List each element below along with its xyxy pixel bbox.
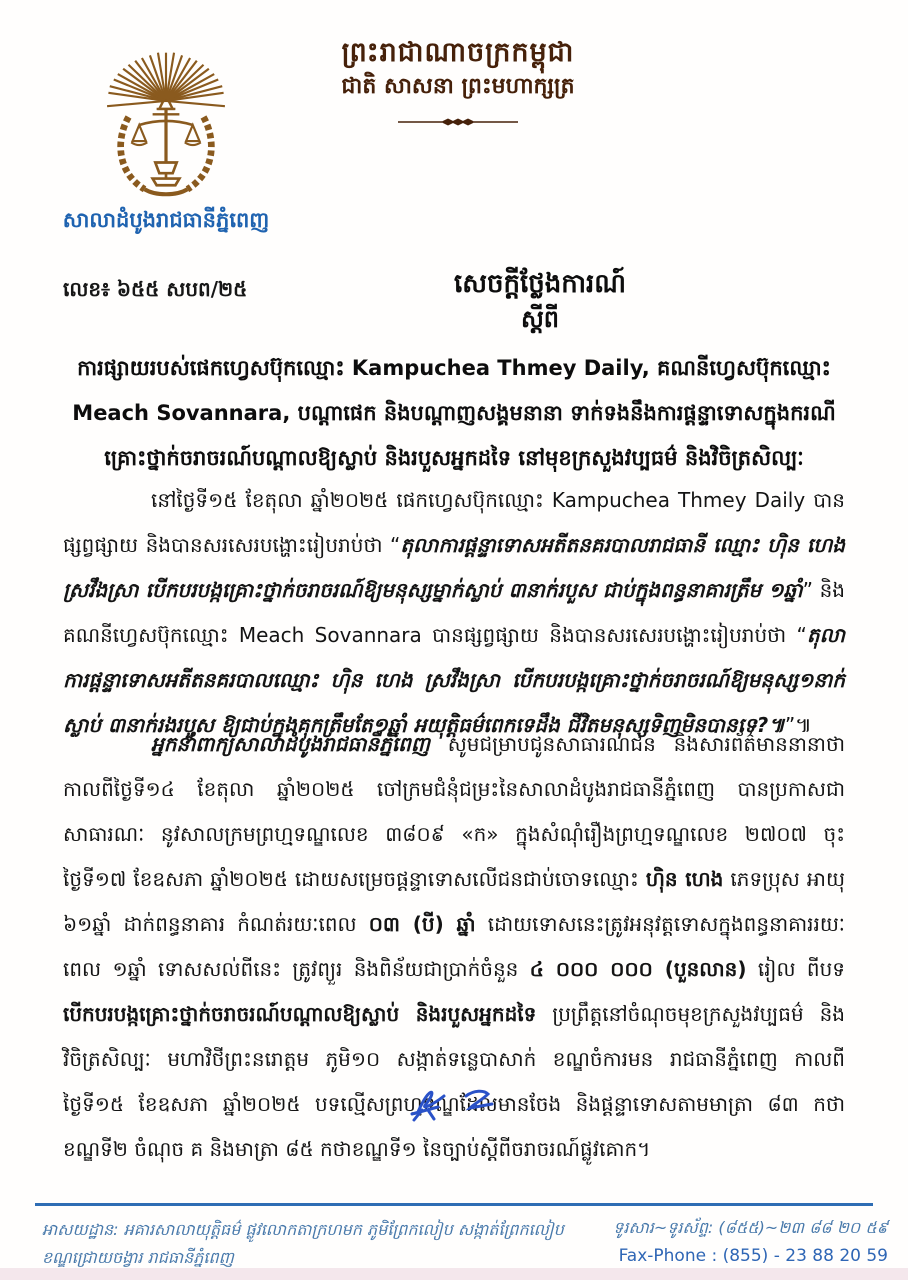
text-segment: តុលាការផ្តន្ទាទោសអតីតនគរបាលរាជធានី ឈ្មោះ ហ៊ិន ហេង ស្រវឹងស្រា បើកបរបង្កគ្រោះថ្នាក់ចរាចរណ៍ឱ្យមនុស្សម្នាក់ស្លាប់ ៣នាក់របួស ជាប់ក្នុងពន្ធនាគារត្រឹម ១ឆ្នាំ [63, 533, 845, 602]
signature-mark [404, 1074, 524, 1124]
scan-edge-artifact [0, 1268, 908, 1280]
text-segment: សូមជម្រាបជូនសាធារណជន និងសារព័ត៌មាននានាថា កាលពីថ្ងៃទី១៤ ខែតុលា ឆ្នាំ២០២៥ ចៅក្រមជំនុំជម្រះនៃសាលាដំបូងរាជធានីភ្នំពេញ បានប្រកាសជាសាធារណៈ នូវសាលក្រមព្រហ្មទណ្ឌលេខ ៣៨០៩ «ក» ក្នុងសំណុំរឿងព្រហ្មទណ្ឌលេខ ២៧០៧ ចុះថ្ងៃទី១៧ ខែឧសភា ឆ្នាំ២០២៥ ដោយសម្រេចផ្តន្ទាទោសលើជនជាប់ចោទឈ្មោះ [63, 732, 845, 891]
footer-fax-latin: Fax-Phone : (855) - 23 88 20 59 [618, 1246, 888, 1266]
text-segment: ហ៊ិន ហេង [645, 867, 724, 891]
document-subtitle: ស្តីពី [520, 305, 560, 333]
kingdom-heading [208, 36, 708, 128]
text-segment: នៅថ្ងៃទី១៥ ខែតុលា ឆ្នាំ២០២៥ ផេកហ្វេសប៊ុកឈ្មោះ Kampuchea Thmey Daily បានផ្សព្វផ្សាយ និងបានសរសេរបង្ហោះរៀបរាប់ថា “ [63, 488, 845, 557]
text-segment: ៤ ០០០ ០០០ (បួនលាន) [529, 957, 747, 981]
text-segment: តុលាការផ្តន្ទាទោសអតីតនគរបាលឈ្មោះ ហ៊ិន ហេង ស្រវឹងស្រា បើកបរបង្កគ្រោះថ្នាក់ចរាចរណ៍ឱ្យមនុស្ស១នាក់ស្លាប់ ៣នាក់រងរបួស ឱ្យជាប់ក្នុងគុកត្រឹមតែ១ឆ្នាំ អយុត្តិធម៌ពេកទេដឹង ជីវិតមនុស្សទិញមិនបានទេ?៕ [63, 623, 845, 737]
body-paragraph-1 [63, 478, 845, 748]
ornamental-divider-icon [398, 116, 518, 128]
text-segment: បើកបរបង្កគ្រោះថ្នាក់ចរាចរណ៍បណ្តាលឱ្យស្លាប់ និងរបួសអ្នកដទៃ [63, 1002, 537, 1026]
footer-divider [35, 1203, 873, 1206]
text-segment: ភេទប្រុស អាយុ ៦១ឆ្នាំ ដាក់ពន្ធនាគារ កំណត់រយៈពេល [63, 867, 845, 936]
reference-number: លេខ៖ ៦៥៥ សបព/២៥ [63, 277, 248, 301]
footer-fax-khmer: ទូរសារ~ទូរស័ព្ទ: (៨៥៥)~២៣ ៨៨ ២០ ៥៩ [613, 1218, 888, 1237]
text-segment: រៀល ពីបទ [746, 957, 845, 981]
footer-contact [598, 1214, 888, 1270]
text-segment: ប្រព្រឹត្តនៅចំណុចមុខក្រសួងវប្បធម៌ និងវិចិត្រសិល្បៈ មហាវិថីព្រះនរោត្តម ភូមិ១០ សង្កាត់ទន្លេបាសាក់ ខណ្ឌចំការមន រាជធានីភ្នំពេញ កាលពីថ្ងៃទី១៥ ខែឧសភា ឆ្នាំ២០២៥ បទល្មើសព្រហ្មទណ្ឌដែលមានចែង និងផ្តន្ទាទោសតាមមាត្រា ៨៣ កថាខណ្ឌទី២ ចំណុច គ និងមាត្រា ៨៥ កថាខណ្ឌទី១ នៃច្បាប់ស្តីពីចរាចរណ៍ផ្លូវគោក។ [63, 1002, 845, 1161]
kingdom-title: ព្រះរាជាណាចក្រកម្ពុជា [341, 37, 575, 68]
text-segment: ”៕ [784, 713, 812, 737]
court-name: សាលាដំបូងរាជធានីភ្នំពេញ [62, 208, 270, 232]
title-block [172, 268, 908, 334]
text-segment: អ្នកនាំពាក្យសាលាដំបូងរាជធានីភ្នំពេញ [151, 732, 430, 756]
text-segment: ០៣ (បី) ឆ្នាំ [368, 912, 476, 936]
footer-address [42, 1216, 582, 1272]
kingdom-motto: ជាតិ សាសនា ព្រះមហាក្សត្រ [341, 74, 575, 99]
footer-address-line1: អាសយដ្ឋាន: អគារសាលាយុត្តិធម៌ ផ្លូវលោកតាក្រហមក ភូមិព្រែកលៀប សង្កាត់ព្រែកលៀប [42, 1220, 564, 1239]
text-segment: ” និងគណនីហ្វេសប៊ុកឈ្មោះ Meach Sovannara បានផ្សព្វផ្សាយ និងបានសរសេរបង្ហោះរៀបរាប់ថា “ [63, 578, 845, 647]
document-title: សេចក្តីថ្លែងការណ៍ [453, 269, 627, 299]
subject-paragraph: ការផ្សាយរបស់ផេកហ្វេសប៊ុកឈ្មោះ Kampuchea Thmey Daily, គណនីហ្វេសប៊ុកឈ្មោះ Meach Sovannara, បណ្តាផេក និងបណ្តាញសង្គមនានា ទាក់ទងនឹងការផ្តន្ទាទោសក្នុងករណីគ្រោះថ្នាក់ចរាចរណ៍បណ្តាលឱ្យស្លាប់ និងរបួសអ្នកដទៃ នៅមុខក្រសួងវប្បធម៌ និងវិចិត្រសិល្បៈ [72, 356, 836, 470]
footer-address-line2: ខណ្ឌជ្រោយចង្វារ រាជធានីភ្នំពេញ [42, 1248, 234, 1267]
text-segment: ដោយទោសនេះត្រូវអនុវត្តទោសក្នុងពន្ធនាគាររយៈពេល ១ឆ្នាំ ទោសសល់ពីនេះ ត្រូវព្យួរ និងពិន័យជាប្រាក់ចំនួន [63, 912, 845, 981]
